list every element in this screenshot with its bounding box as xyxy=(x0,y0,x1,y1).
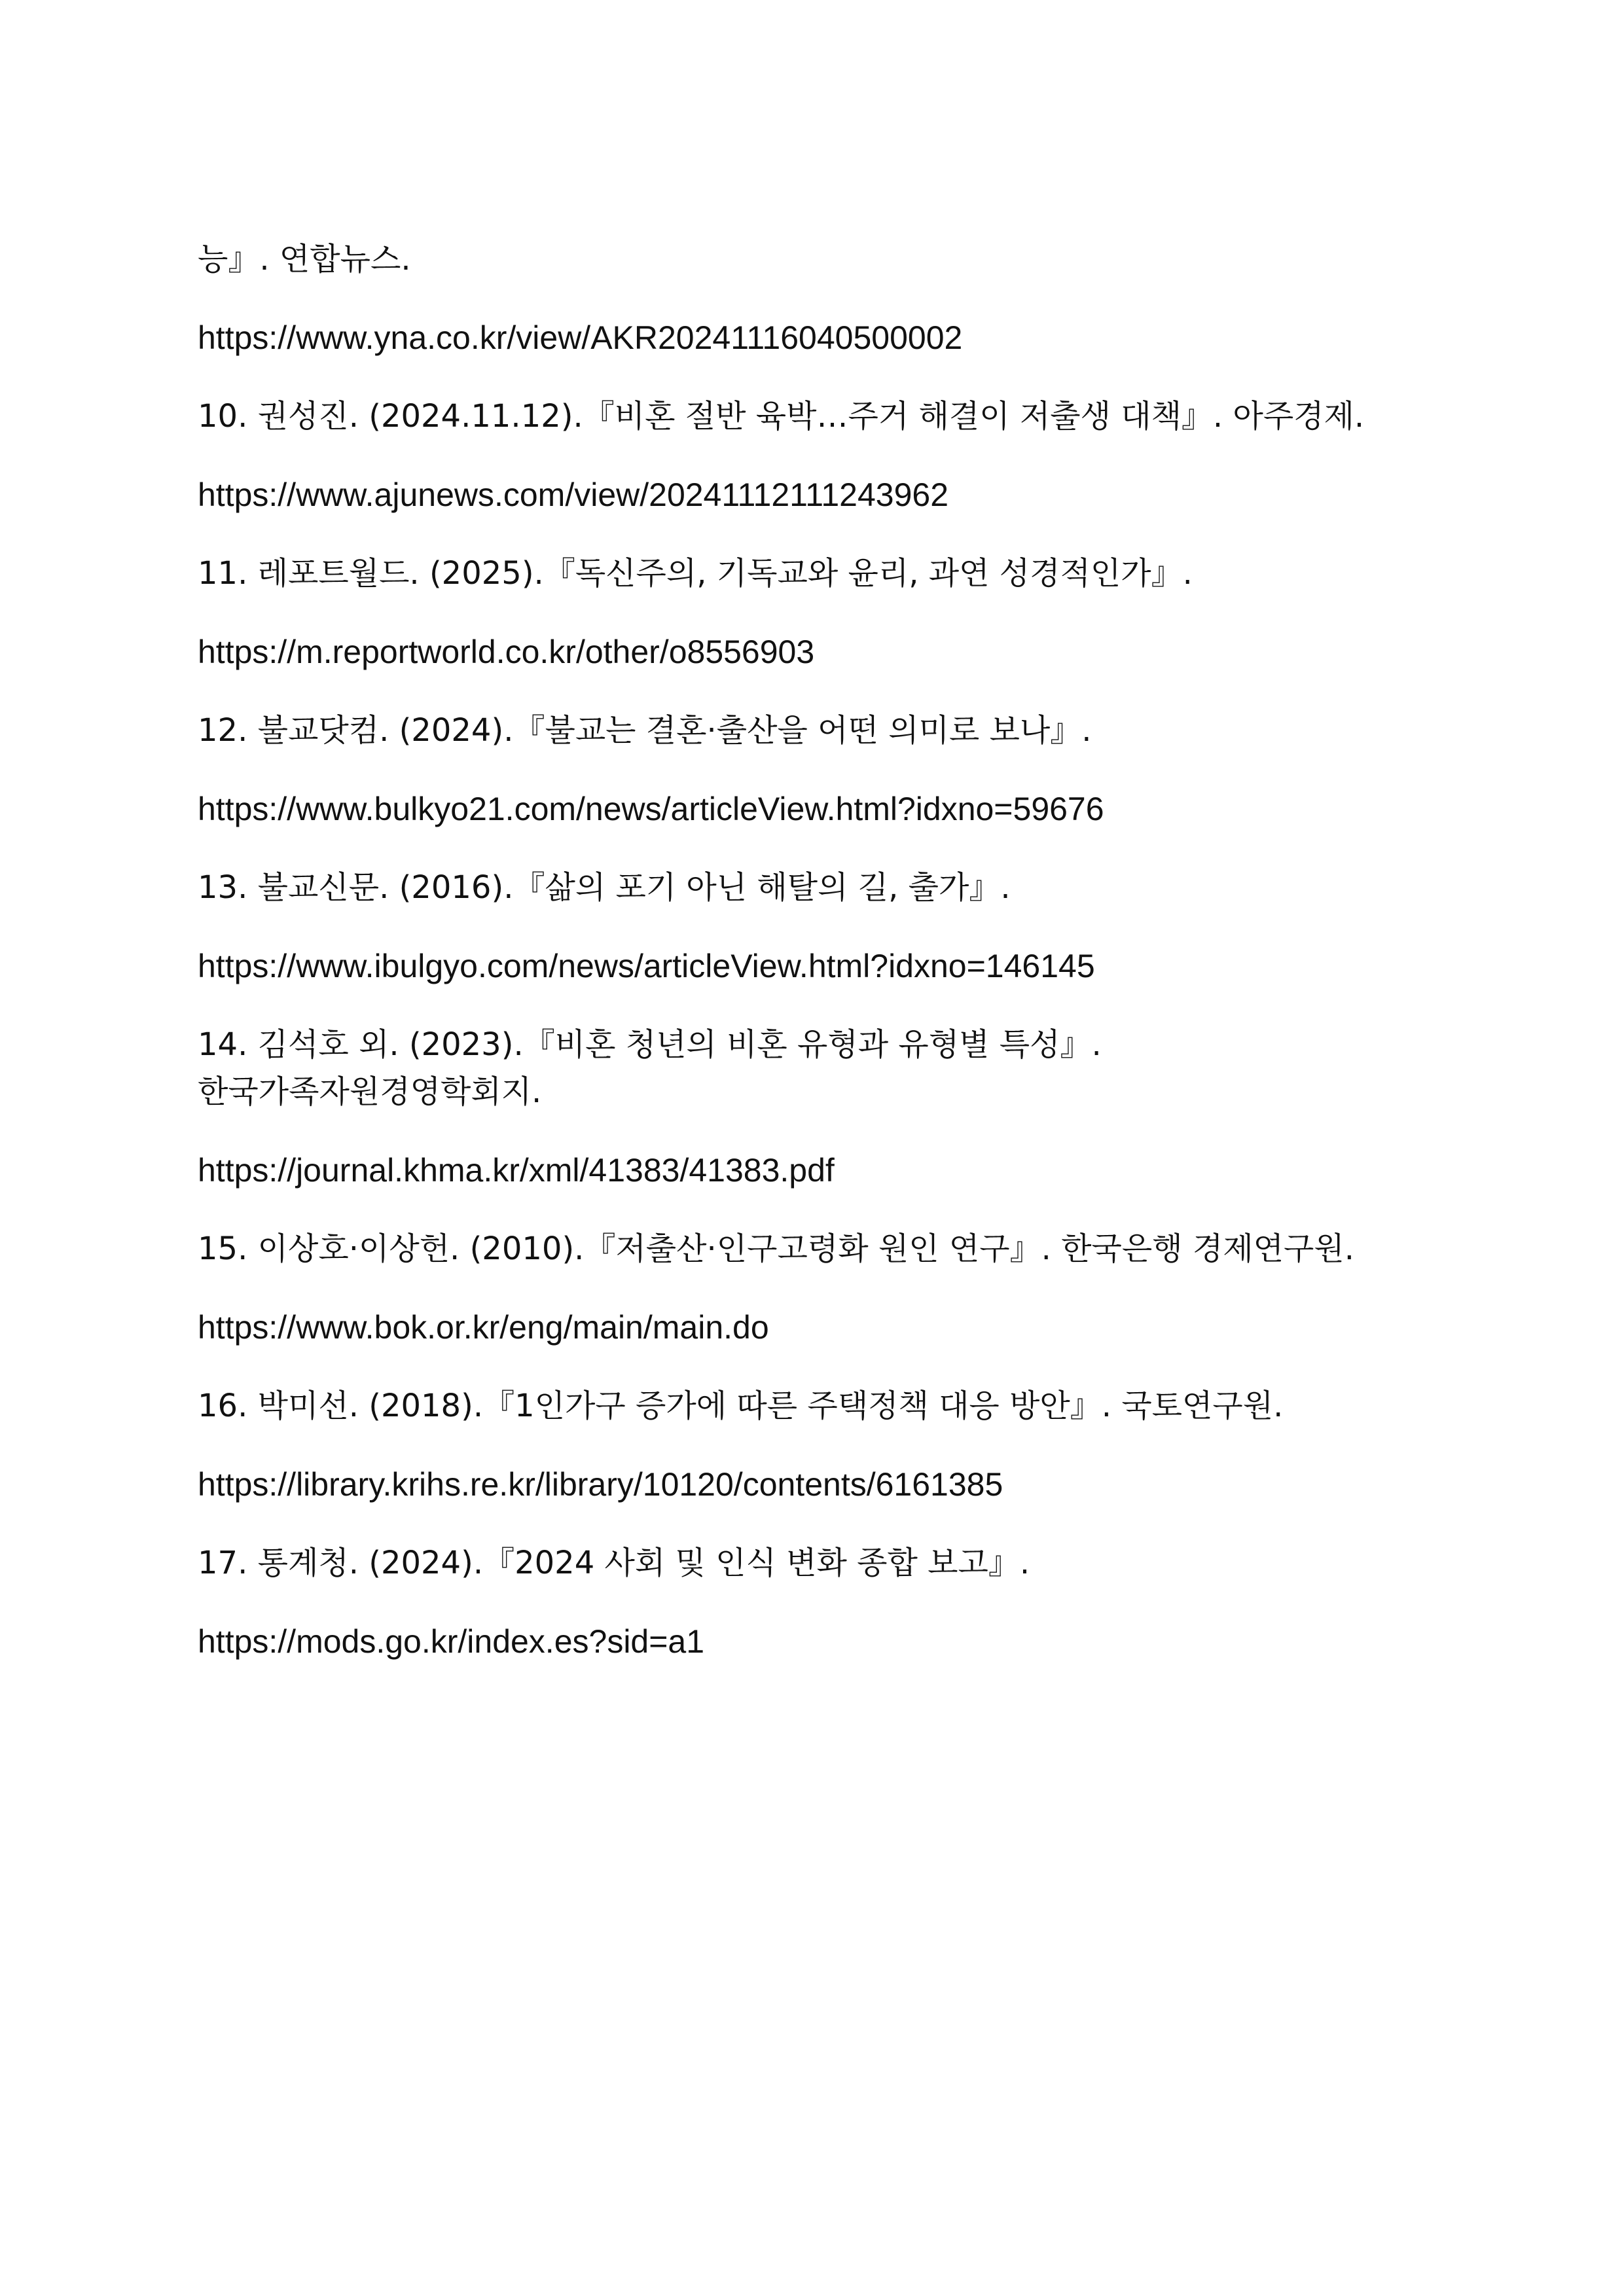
reference-url[interactable]: https://www.ibulgyo.com/news/articleView.html?idxno=146145 xyxy=(198,948,1095,984)
reference-url[interactable]: https://mods.go.kr/index.es?sid=a1 xyxy=(198,1623,705,1660)
reference-url[interactable]: https://www.bok.or.kr/eng/main/main.do xyxy=(198,1309,769,1346)
reference-list xyxy=(198,236,1441,1696)
reference-text: 10. 권성진. (2024.11.12).『비혼 절반 육박…주거 해결이 저출생 대책』. 아주경제. xyxy=(198,398,1365,435)
reference-text: 17. 통계청. (2024).『2024 사회 및 인식 변화 종합 보고』. xyxy=(198,1545,1030,1581)
reference-text: 능』. 연합뉴스. xyxy=(198,241,411,278)
reference-text: 14. 김석호 외. (2023).『비혼 청년의 비혼 유형과 유형별 특성』. 한국가족자원경영학회지. xyxy=(198,1026,1102,1110)
reference-url[interactable]: https://m.reportworld.co.kr/other/o8556903 xyxy=(198,634,815,670)
reference-url[interactable]: https://www.bulkyo21.com/news/articleView.html?idxno=59676 xyxy=(198,791,1104,827)
reference-text: 13. 불교신문. (2016).『삶의 포기 아닌 해탈의 길, 출가』. xyxy=(198,869,1011,906)
reference-text: 11. 레포트월드. (2025).『독신주의, 기독교와 윤리, 과연 성경적인가』. xyxy=(198,555,1193,592)
reference-text: 15. 이상호·이상헌. (2010).『저출산·인구고령화 원인 연구』. 한국은행 경제연구원. xyxy=(198,1230,1354,1267)
reference-url[interactable]: https://journal.khma.kr/xml/41383/41383.pdf xyxy=(198,1152,835,1189)
reference-url[interactable]: https://www.ajunews.com/view/20241112111243962 xyxy=(198,476,949,513)
reference-text: 12. 불교닷컴. (2024).『불교는 결혼·출산을 어떤 의미로 보나』. xyxy=(198,712,1092,749)
reference-text: 16. 박미선. (2018).『1인가구 증가에 따른 주택정책 대응 방안』. 국토연구원. xyxy=(198,1388,1284,1424)
reference-url[interactable]: https://www.yna.co.kr/view/AKR20241116040500002 xyxy=(198,319,963,356)
reference-url[interactable]: https://library.krihs.re.kr/library/10120/contents/6161385 xyxy=(198,1466,1003,1503)
